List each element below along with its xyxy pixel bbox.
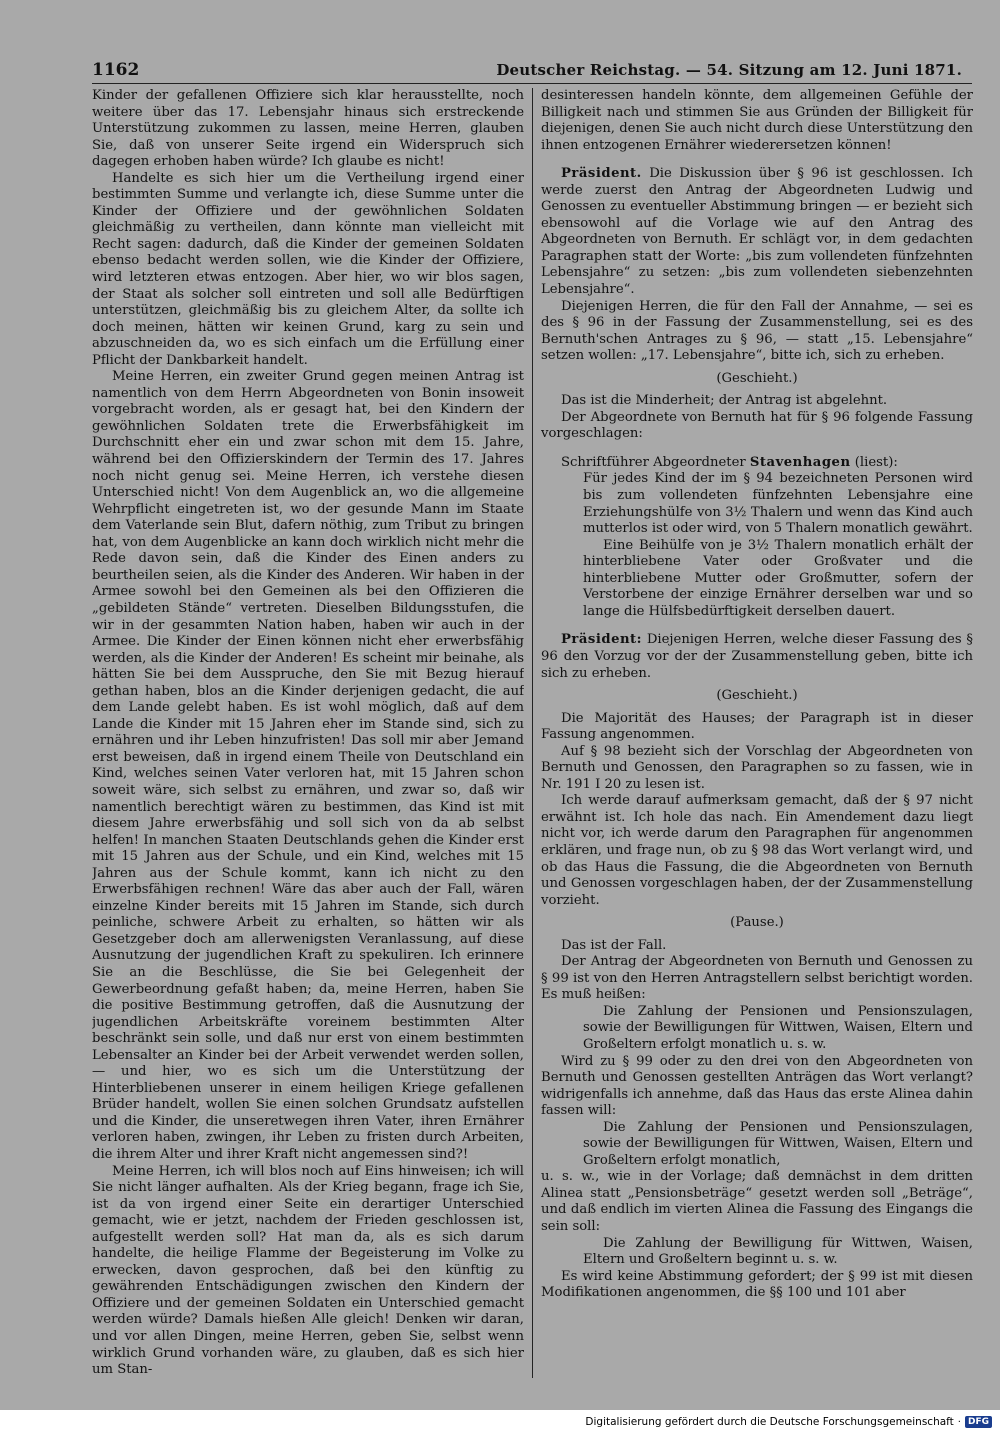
quoted-text: Eine Beihülfe von je 3½ Thalern monatlich erhält der hinterbliebene Vater oder Großvater und die hinterbliebene Mutter oder Großmutter, sofern der Verstorbene der einzige Ernährer derselben war und so lange die Hülfsbedürftigkeit derselben dauert. — [583, 537, 973, 619]
quoted-text: Die Zahlung der Pensionen und Pensionszulagen, sowie der Bewilligungen für Wittwen, Waisen, Eltern und Großeltern erfolgt monatlich u. s. w. — [583, 1003, 973, 1052]
separator: · — [957, 1416, 961, 1428]
paragraph: Das ist die Minderheit; der Antrag ist abgelehnt. — [561, 393, 888, 409]
spacer — [541, 620, 973, 632]
speaker-label: Präsident. — [561, 166, 642, 182]
dfg-logo-icon: DFG — [965, 1416, 992, 1428]
speaker-label: Präsident: — [561, 632, 643, 648]
stage-direction: (Geschieht.) — [716, 688, 798, 704]
quoted-text: Die Zahlung der Bewilligung für Wittwen, Waisen, Eltern und Großeltern beginnt u. s. w. — [583, 1235, 973, 1268]
quoted-text: Die Zahlung der Pensionen und Pensionszulagen, sowie der Bewilligungen für Wittwen, Waisen, Eltern und Großeltern erfolgt monatlich, — [583, 1119, 973, 1168]
footer — [585, 1416, 992, 1428]
paragraph: Die Majorität des Hauses; der Paragraph ist in dieser Fassung angenommen. — [541, 710, 973, 743]
president-paragraph — [541, 166, 973, 298]
speech-text: Die Diskussion über § 96 ist geschlossen. Ich werde zuerst den Antrag der Abgeordneten Ludwig und Genossen zu eventueller Abstimmung bringen — er bezieht sich ebensowohl auf die Vorlage wie auf den Antrag des Abgeordneten von Bernuth. Er schlägt vor, in dem gedachten Paragraphen statt der Worte: „bis zum vollendeten fünfzehnten Lebensjahre“ zu setzen: „bis zum vollendeten siebenzehnten Lebensjahre“. — [541, 166, 973, 298]
spacer — [541, 443, 973, 455]
paragraph: u. s. w., wie in der Vorlage; daß demnächst in dem dritten Alinea statt „Pensionsbeträge“ gesetzt werden soll „Beträge“, und daß endlich im vierten Alinea die Fassung des Eingangs die sein soll: — [541, 1169, 973, 1234]
paragraph: Wird zu § 99 oder zu den drei von den Abgeordneten von Bernuth und Genossen gestellten Anträgen das Wort verlangt? widrigenfalls ich annehme, daß das Haus das erste Alinea dahin fassen will: — [541, 1053, 973, 1119]
column-divider — [532, 88, 533, 1378]
paragraph: Meine Herren, ich will blos noch auf Eins hinweisen; ich will Sie nicht länger aufhalten. Als der Krieg begann, frage ich Sie, ist da von irgend einer Seite ein derartiger Unterschied gemacht, wie er jetzt, nachdem der Frieden geschlossen ist, aufgestellt werden soll? Hat man da, als es sich darum handelte, die heilige Flamme der Begeisterung im Volke zu erwecken, davon gesprochen, daß bei den künftig zu gewährenden Entschädigungen zwischen den Kindern der Offiziere und der gemeinen Soldaten ein Unterschied gemacht werden würde? Damals hießen Alle gleich! Denken wir daran, und vor allen Dingen, meine Herren, geben Sie, selbst wenn wirklich Grund vorhanden wäre, zu glauben, daß es sich hier um Stan- — [92, 1163, 524, 1378]
stage-direction: (Pause.) — [730, 915, 784, 931]
paragraph: Es wird keine Abstimmung gefordert; der § 99 ist mit diesen Modifikationen angenommen, die §§ 100 und 101 aber — [541, 1268, 973, 1301]
paragraph: Auf § 98 bezieht sich der Vorschlag der Abgeordneten von Bernuth und Genossen, den Paragraphen so zu fassen, wie in Nr. 191 I 20 zu lesen ist. — [541, 743, 973, 792]
running-title: Deutscher Reichstag. — 54. Sitzung am 12. Juni 1871. — [496, 61, 962, 79]
secretary-name: Stavenhagen — [749, 454, 851, 470]
stage-direction: (Geschieht.) — [716, 370, 798, 386]
quoted-text: Für jedes Kind der im § 94 bezeichneten Personen wird bis zum vollendeten fünfzehnten Lebensjahre eine Erziehungshülfe von 3½ Thalern und wenn das Kind auch mutterlos ist oder wird, von 5 Thalern monatlich gewährt. — [583, 471, 973, 537]
paragraph: Der Abgeordnete von Bernuth hat für § 96 folgende Fassung vorgeschlagen: — [541, 409, 973, 442]
secretary-reads: (liest): — [854, 454, 898, 470]
president-paragraph — [541, 632, 973, 682]
page-header — [92, 58, 972, 84]
paragraph: Handelte es sich hier um die Vertheilung irgend einer bestimmten Summe und verlangte ich, diese Summe unter die Kinder der Offiziere und der gewöhnlichen Soldaten gleichmäßig zu vertheilen, dann könnte man vielleicht mit Recht sagen: dadurch, daß die Kinder der gemeinen Soldaten ebenso bedacht werden sollen, wie die Kinder der Offiziere, wird letzteren etwas entzogen. Aber hier, wo wir blos sagen, der Staat als solcher soll eintreten und soll alle Bedürftigen unterstützen, gleichmäßig bis zu gleichem Alter, da sollte ich doch meinen, hätten wir keinen Grund, karg zu sein und abzuschneiden da, wo es sich einfach um die Erfüllung einer Pflicht der Dankbarkeit handelt. — [92, 170, 524, 368]
paragraph: Das ist der Fall. — [561, 937, 667, 953]
speech-text: Diejenigen Herren, welche dieser Fassung des § 96 den Vorzug vor der der Zusammenstellung geben, bitte ich sich zu erheben. — [541, 632, 973, 681]
secretary-line — [541, 455, 973, 472]
right-column — [541, 88, 973, 1388]
header-rule — [92, 83, 972, 84]
paragraph: Kinder der gefallenen Offiziere sich klar herausstellte, noch weitere über das 17. Lebensjahr hinaus sich erstreckende Unterstützung zukommen zu lassen, meine Herren, glauben Sie, daß von unserer Seite irgend ein Widerspruch sich dagegen erhoben haben würde? Ich glaube es nicht! — [92, 88, 524, 170]
left-column — [92, 88, 524, 1388]
paragraph: Diejenigen Herren, die für den Fall der Annahme, — sei es des § 96 in der Fassung der Zusammenstellung, sei es des Bernuth'schen Antrages zu § 96, — statt „15. Lebensjahre“ setzen wollen: „17. Lebensjahre“, bitte ich, sich zu erheben. — [541, 298, 973, 364]
secretary-intro: Schriftführer Abgeordneter — [561, 454, 746, 470]
paragraph: Ich werde darauf aufmerksam gemacht, daß der § 97 nicht erwähnt ist. Ich hole das nach. Ein Amendement dazu liegt nicht vor, ich werde darum den Paragraphen für angenommen erklären, und frage nun, ob zu § 98 das Wort verlangt wird, und ob das Haus die Fassung, die die Abgeordneten von Bernuth und Genossen vorgeschlagen haben, der der Zusammenstellung vorzieht. — [541, 793, 973, 908]
funding-note: Digitalisierung gefördert durch die Deutsche Forschungsgemeinschaft — [585, 1416, 954, 1428]
page-number: 1162 — [92, 60, 140, 80]
paragraph: desinteressen handeln könnte, dem allgemeinen Gefühle der Billigkeit nach und stimmen Sie aus Gründen der Billigkeit für diejenigen, denen Sie auch nicht durch diese Unterstützung den ihnen entzogenen Ernährer wiederersetzen können! — [541, 88, 973, 153]
paragraph: Der Antrag der Abgeordneten von Bernuth und Genossen zu § 99 ist von den Herren Antragstellern selbst berichtigt worden. Es muß heißen: — [541, 954, 973, 1003]
paragraph: Meine Herren, ein zweiter Grund gegen meinen Antrag ist namentlich von dem Herrn Abgeordneten von Bonin insoweit vorgebracht worden, als er gesagt hat, bei den Kindern der gewöhnlichen Soldaten trete die Erwerbsfähigkeit im Durchschnitt eher ein und zwar schon mit dem 15. Jahre, während bei den Offizierskindern der Termin des 17. Jahres noch nicht genug sei. Meine Herren, ich verstehe diesen Unterschied nicht! Von dem Augenblick an, wo die allgemeine Wehrpflicht eingetreten ist, wo der gesunde Mann im Staate dem Vaterlande sein Blut, dafern nöthig, zum Tribut zu bringen hat, von dem Augenblicke an kann doch wirklich nicht mehr die Rede davon sein, daß die Kinder des Einen anders zu beurtheilen seien, als die Kinder des Anderen. Wir haben in der Armee sowohl bei den Gemeinen als bei den Offizieren die „gebildeten Stände“ vertreten. Dieselben Bildungsstufen, die wir in der gesammten Nation haben, haben wir auch in der Armee. Die Kinder der Einen können nicht eher erwerbsfähig werden, als die Kinder der Anderen! Es scheint mir beinahe, als hätten Sie bei dem Ausspruche, den Sie mit Bezug hierauf gethan haben, blos an die Kinder derjenigen gedacht, die auf dem Lande gelebt haben. Es ist wohl möglich, daß auf dem Lande die Kinder mit 15 Jahren eher im Stande sind, sich zu ernähren und ihr Leben hinzufristen! Das soll mir aber Jemand erst beweisen, daß in irgend einem Theile von Deutschland ein Kind, welches seinen Vater verloren hat, mit 15 Jahren schon soweit wäre, sich selbst zu ernähren, und zwar so, daß wir namentlich berechtigt wären zu bestimmen, das Kind ist mit diesem Jahre erwerbsfähig und soll sich von da ab selbst helfen! In manchen Staaten Deutschlands gehen die Kinder erst mit 15 Jahren aus der Schule, und ein Kind, welches mit 15 Jahren aus der Schule kommt, kann ich nicht zu den Erwerbsfähigen rechnen! Wäre das aber auch der Fall, wären einzelne Kinder bereits mit 15 Jahren im Stande, sich durch peinliche, schwere Arbeit zu erhalten, so hätten wir als Gesetzgeber doch am allerwenigsten Veranlassung, auf diese Ausnutzung der jugendlichen Kraft zu spekuliren. Ich erinnere Sie an die Beschlüsse, die Sie bei Gelegenheit der Gewerbeordnung gefaßt haben; da, meine Herren, haben Sie die positive Bestimmung getroffen, daß die Ausnutzung der jugendlichen Arbeitskräfte voreinem bestimmten Alter beschränkt sein solle, und daß nur erst von einem bestimmten Lebensalter an Kinder bei der Arbeit verwendet werden sollen, — und hier, wo es sich um die Unterstützung der Hinterbliebenen unserer in einem heiligen Kriege gefallenen Brüder handelt, wollen Sie einen solchen Grundsatz aufstellen und die Kinder, die unseretwegen ihren Vater, ihren Ernährer verloren haben, zwingen, ihr Leben zu fristen durch Arbeiten, die ihrem Alter und ihrer Kraft nicht angemessen sind?! — [92, 369, 524, 1162]
spacer — [541, 154, 973, 166]
